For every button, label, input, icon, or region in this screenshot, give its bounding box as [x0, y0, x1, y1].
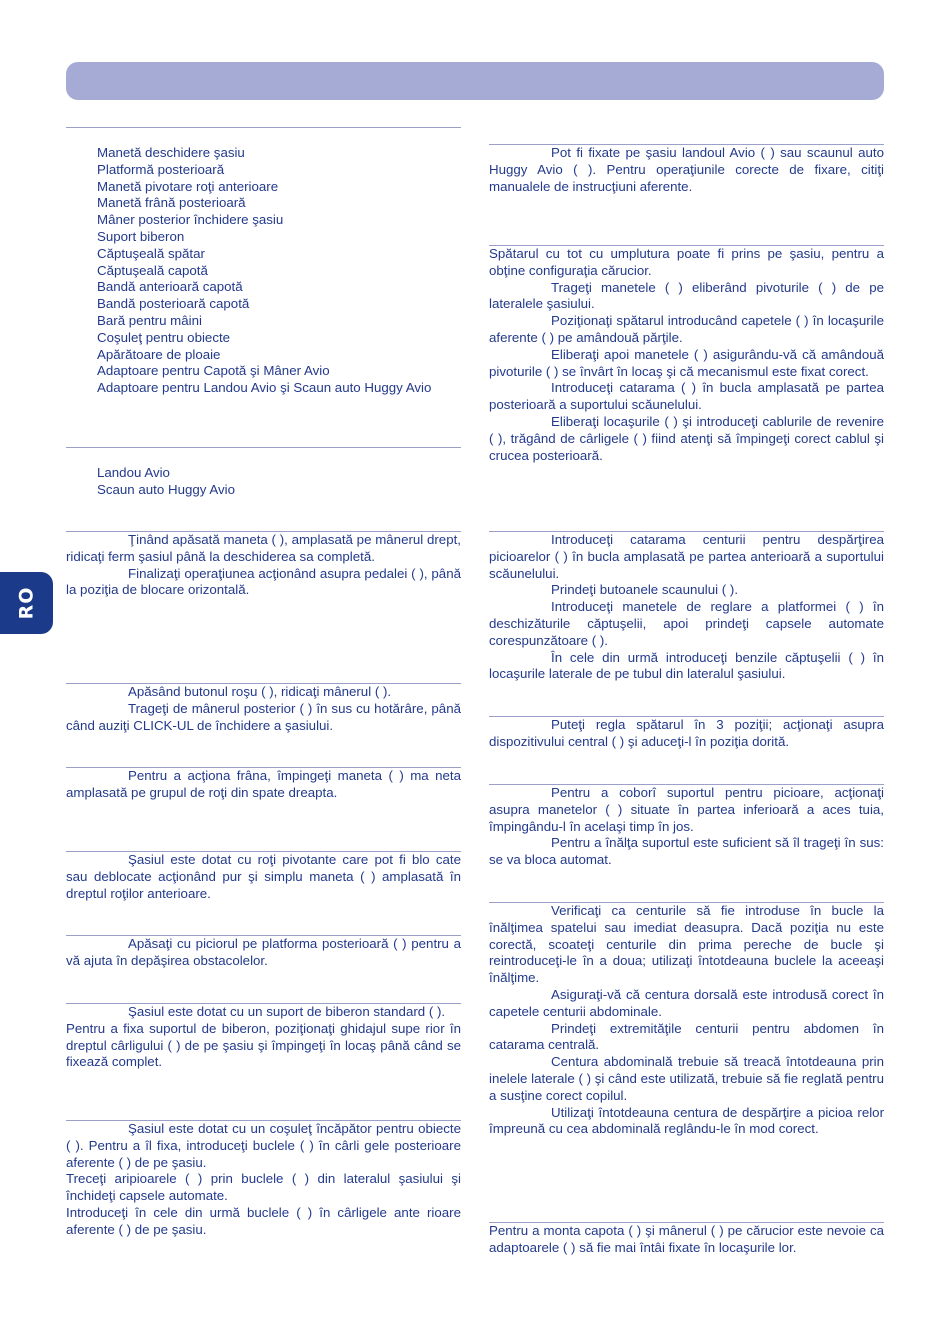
paragraph: Introduceţi catarama centurii pentru despărţirea picioarelor ( ) în bucla amplasată pe partea anterioară a suportului scăunelului. — [489, 532, 884, 581]
footrest-section — [489, 784, 884, 869]
list-item: Bară pentru mâini — [97, 312, 202, 328]
paragraph: Treceţi aripioarele ( ) prin buclele ( ) din lateralul şasiului şi închideţi capsele automate. — [66, 1171, 461, 1204]
adapters-section — [489, 1222, 884, 1257]
paragraph: Şasiul este dotat cu roţi pivotante care pot fi blo cate sau deblocate acţionând pur şi simplu maneta ( ) amplasată în dreptul roţilor anterioare. — [66, 852, 461, 901]
paragraph: Pot fi fixate pe şasiu landoul Avio ( ) sau scaunul auto Huggy Avio ( ). Pentru operaţiunile corecte de fixare, citiţi manualele de instrucţiuni aferente. — [489, 145, 884, 194]
list-item: Coşuleţ pentru obiecte — [97, 329, 231, 345]
paragraph: Eliberaţi locaşurile ( ) şi introduceţi cablurile de revenire ( ), trăgând de cârligele ( ) fiind atenţi să împingeţi corect cablul şi crucea posterioară. — [489, 413, 884, 463]
paragraph: Pentru a coborî suportul pentru picioare, acţionaţi asupra manetelor ( ) situate în partea inferioară a aces tuia, împingându-l în acelaşi timp în jos. — [489, 785, 884, 834]
paragraph: Şasiul este dotat cu un suport de biberon standard ( ). — [128, 1004, 446, 1019]
open-section — [66, 531, 461, 599]
paragraph: Pentru a fixa suportul de biberon, poziţionaţi ghidajul supe rior în dreptul cârligului ( ) de pe şasiu şi împingeţi în locaş până când se fixează complet. — [66, 1020, 461, 1070]
language-tab-label: RO — [15, 586, 38, 620]
brake-section — [66, 767, 461, 802]
header-bar — [66, 62, 884, 100]
list-item: Bandă anterioară capotă — [97, 279, 243, 295]
paragraph: Eliberaţi apoi manetele ( ) asigurându-vă că amândouă pivoturile ( ) se învârt în locaş şi că mecanismul este fixat corect. — [489, 346, 884, 379]
paragraph: Apăsând butonul roşu ( ), ridicaţi mânerul ( ). — [128, 684, 392, 699]
recline-section — [489, 716, 884, 751]
list-item: Landou Avio — [97, 465, 170, 480]
list-item: Adaptoare pentru Capotă şi Mâner Avio — [97, 363, 330, 379]
accessories-list — [66, 465, 461, 499]
platform-section — [66, 935, 461, 970]
backrest-section — [489, 245, 884, 464]
list-item: Platformă posterioară — [97, 161, 225, 177]
list-item: Căptuşeală spătar — [97, 245, 205, 261]
mount-section — [489, 144, 884, 195]
paragraph: Centura abdominală trebuie să treacă întotdeauna prin inelele laterale ( ) şi când este utilizată, trebuie să fie reglată pentru a susţine corect copilul. — [489, 1054, 884, 1103]
list-item: Căptuşeală capotă — [97, 262, 208, 278]
section-rule — [66, 447, 461, 448]
list-item: Manetă deschidere şasiu — [97, 145, 245, 160]
paragraph: Finalizaţi operaţiunea acţionând asupra pedalei ( ), până la poziţia de blocare orizontală. — [66, 565, 461, 598]
paragraph: Ţinând apăsată maneta ( ), amplasată pe mânerul drept, ridicaţi ferm şasiul până la deschiderea sa completă. — [66, 532, 461, 564]
close-section — [66, 683, 461, 734]
list-item: Mâner posterior închidere şasiu — [97, 212, 284, 228]
language-tab — [0, 572, 53, 634]
paragraph: Trageţi manetele ( ) eliberând pivoturile ( ) de pe lateralele şasiului. — [489, 279, 884, 312]
section-rule — [66, 127, 461, 128]
wheels-section — [66, 851, 461, 902]
paragraph: Şasiul este dotat cu un coşuleţ încăpător pentru obiecte ( ). Pentru a îl fixa, introduceţi buclele ( ) în cârli gele posterioare aferente ( ) de pe şasiu. — [66, 1121, 461, 1170]
paragraph: Apăsaţi cu piciorul pe platforma posterioară ( ) pentru a vă ajuta în depăşirea obstacolelor. — [66, 936, 461, 968]
bottle-section — [66, 1003, 461, 1071]
paragraph: Introduceţi în cele din urmă buclele ( ) în cârligele ante rioare aferente ( ) de pe şasiu. — [66, 1204, 461, 1237]
paragraph: Utilizaţi întotdeauna centura de despărţire a picioa relor împreună cu cea abdominală reglându-le în mod corect. — [489, 1104, 884, 1137]
paragraph: Verificaţi ca centurile să fie introduse în bucle la înălţimea spatelui sau imediat deasupra. Dacă poziţia nu este corectă, scoateţi centurile din prima pereche de bucle şi reintroduceţi-le în a doua; utilizaţi întotdeauna buclele la aceeaşi înălţime. — [489, 903, 884, 986]
belts-section — [489, 902, 884, 1138]
list-item: Manetă pivotare roţi anterioare — [97, 178, 279, 194]
paragraph: Introduceţi catarama ( ) în bucla amplasată pe partea posterioară a suportului scăunelului. — [489, 380, 884, 413]
paragraph: Asiguraţi-vă că centura dorsală este introdusă corect în capetele centurii abdominale. — [489, 986, 884, 1019]
paragraph: Pentru a acţiona frâna, împingeţi maneta ( ) ma neta amplasată pe grupul de roţi din spate dreapta. — [66, 768, 461, 800]
paragraph: Trageţi de mânerul posterior ( ) în sus cu hotărâre, până când auziţi CLICK-UL de închidere a şasiului. — [66, 700, 461, 733]
list-item: Suport biberon — [97, 228, 185, 244]
paragraph: Poziţionaţi spătarul introducând capetele ( ) în locaşurile aferente ( ) pe amândouă părţile. — [489, 313, 884, 345]
lining-section — [489, 531, 884, 683]
list-item: Scaun auto Huggy Avio — [97, 481, 235, 497]
list-item: Bandă posterioară capotă — [97, 296, 250, 312]
paragraph: Puteţi regla spătarul în 3 poziţii; acţionaţi asupra dispozitivului central ( ) şi aduceţi-l în poziţia dorită. — [489, 717, 884, 749]
paragraph: Pentru a înălţa suportul este suficient să îl trageţi în sus: se va bloca automat. — [489, 835, 884, 868]
paragraph: Introduceţi manetele de reglare a platformei ( ) în deschizăturile căptuşelii, apoi prindeţi capsele automate corespunzătoare ( ). — [489, 599, 884, 648]
list-item: Manetă frână posterioară — [97, 195, 246, 211]
accessories-section — [66, 447, 461, 499]
paragraph: Prindeţi butoanele scaunului ( ). — [551, 582, 739, 598]
components-list — [66, 145, 461, 397]
paragraph: Spătarul cu tot cu umplutura poate fi prins pe şasiu, pentru a obţine configuraţia cărucior. — [489, 246, 884, 278]
paragraph: Prindeţi extremităţile centurii pentru abdomen în catarama centrală. — [489, 1020, 884, 1053]
paragraph: În cele din urmă introduceţi benzile căptuşelii ( ) în locaşurile laterale de pe tubul din lateralul şasiului. — [489, 649, 884, 682]
paragraph: Pentru a monta capota ( ) şi mânerul ( ) pe cărucior este nevoie ca adaptoarele ( ) să fie mai întâi fixate în locaşurile lor. — [489, 1223, 884, 1255]
list-item: Apărătoare de ploaie — [97, 346, 221, 362]
list-item: Adaptoare pentru Landou Avio şi Scaun auto Huggy Avio — [97, 380, 432, 396]
components-section — [66, 127, 461, 397]
basket-section — [66, 1120, 461, 1239]
